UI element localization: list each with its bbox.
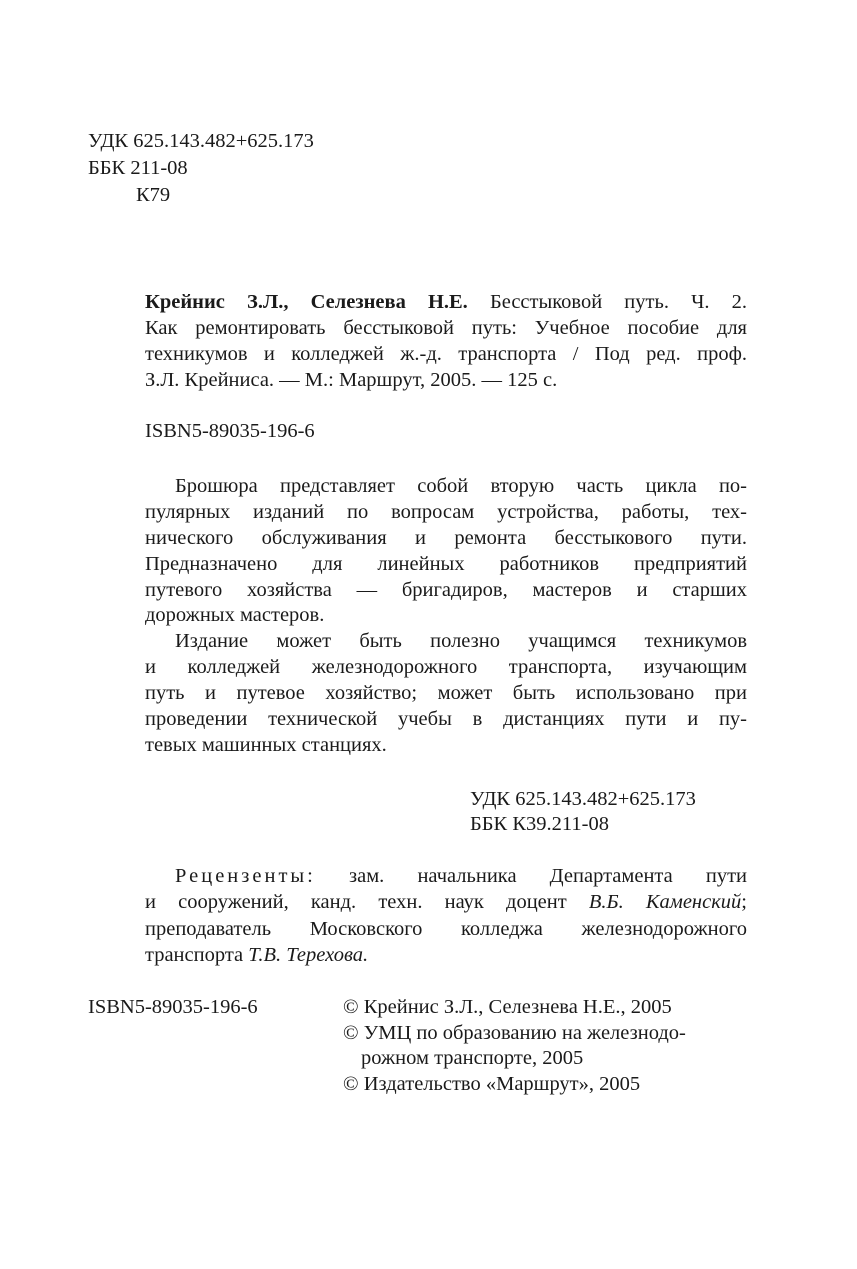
abstract-line: нического обслуживания и ремонта бесстыкового пути. xyxy=(145,527,747,549)
abstract-line: тевых машинных станциях. xyxy=(145,734,387,756)
isbn-bottom: ISBN5-89035-196-6 xyxy=(88,996,258,1018)
reviewer-name: Т.В. Терехова. xyxy=(248,944,369,966)
reviewer-name: В.Б. Каменский xyxy=(588,891,742,913)
bbk-code-right: ББК К39.211-08 xyxy=(470,813,609,835)
copyright-line: рожном транспорте, 2005 xyxy=(361,1047,584,1069)
bib-line-4: З.Л. Крейниса. — М.: Маршрут, 2005. — 125 с. xyxy=(145,369,558,391)
bib-line-2: Как ремонтировать бесстыковой путь: Учебное пособие для xyxy=(145,317,747,339)
abstract-line: Брошюра представляет собой вторую часть цикла по- xyxy=(175,475,747,497)
authors: Крейнис З.Л., Селезнева Н.Е. xyxy=(145,291,468,313)
reviewers-text: транспорта xyxy=(145,944,244,966)
punctuation: ; xyxy=(741,891,747,913)
abstract-line: и колледжей железнодорожного транспорта, изучающим xyxy=(145,656,747,678)
reviewers-text: и сооружений, канд. техн. наук доцент xyxy=(145,891,567,913)
abstract-line: проведении технической учебы в дистанциях пути и пу- xyxy=(145,708,747,730)
author-mark: К79 xyxy=(136,184,171,206)
reviewers-label: Рецензенты: xyxy=(175,865,316,887)
abstract-line: Издание может быть полезно учащимся техникумов xyxy=(175,630,747,652)
bib-line-3: техникумов и колледжей ж.-д. транспорта / Под ред. проф. xyxy=(145,343,747,365)
reviewers-line-4 xyxy=(145,942,368,968)
abstract-line: путевого хозяйства — бригадиров, мастеров и старших xyxy=(145,579,747,601)
abstract-line: путь и путевое хозяйство; может быть использовано при xyxy=(145,682,747,704)
reviewers-line-3: преподаватель Московского колледжа железнодорожного xyxy=(145,918,747,940)
reviewers-line-2 xyxy=(145,889,747,915)
isbn-top: ISBN5-89035-196-6 xyxy=(145,420,315,442)
bib-line-1 xyxy=(145,289,747,315)
copyright-line: © УМЦ по образованию на железнодо- xyxy=(343,1022,686,1044)
copyright-line: © Крейнис З.Л., Селезнева Н.Е., 2005 xyxy=(343,996,672,1018)
udk-code-right: УДК 625.143.482+625.173 xyxy=(470,788,696,810)
abstract-line: дорожных мастеров. xyxy=(145,604,325,626)
bbk-code: ББК 211-08 xyxy=(88,157,188,179)
copyright-line: © Издательство «Маршрут», 2005 xyxy=(343,1073,641,1095)
udk-code: УДК 625.143.482+625.173 xyxy=(88,130,314,152)
reviewers-text: зам. начальника Департамента пути xyxy=(349,865,747,887)
reviewers-line-1 xyxy=(175,863,747,889)
abstract-line: пулярных изданий по вопросам устройства, работы, тех- xyxy=(145,501,747,523)
abstract-line: Предназначено для линейных работников предприятий xyxy=(145,553,747,575)
title: Бесстыковой путь. Ч. 2. xyxy=(489,291,747,313)
